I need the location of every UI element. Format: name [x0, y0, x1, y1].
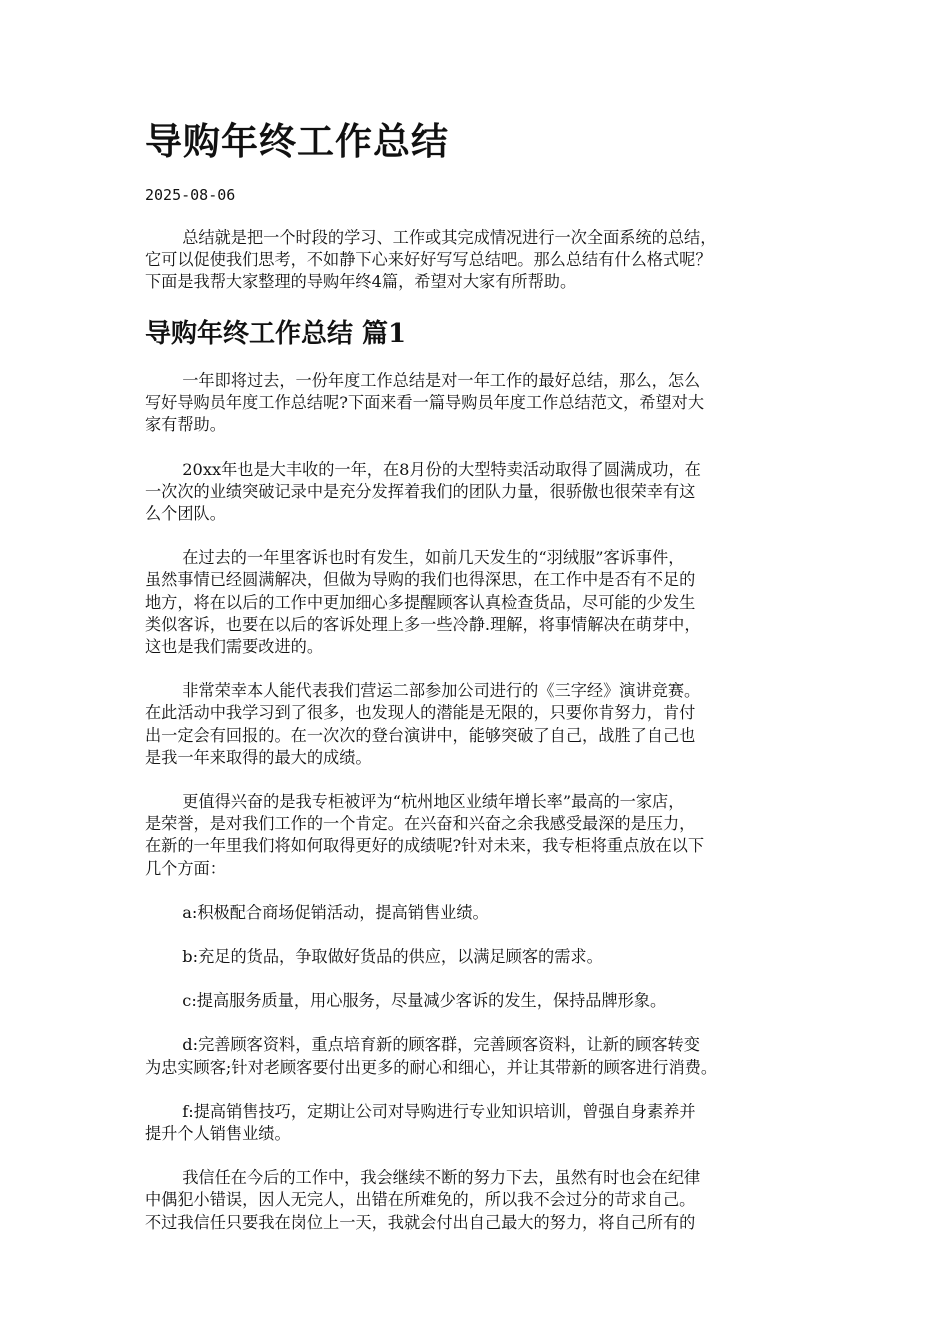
- paragraph-line: 家有帮助。: [145, 415, 226, 435]
- page-title: 导购年终工作总结: [145, 119, 449, 163]
- section-heading: 导购年终工作总结 篇1: [145, 319, 407, 349]
- body-paragraph: [145, 547, 825, 658]
- section-body: [145, 370, 825, 1256]
- paragraph-line: 一次次的业绩突破记录中是充分发挥着我们的团队力量，很骄傲也很荣幸有这: [145, 481, 696, 501]
- body-paragraph: [145, 370, 825, 437]
- body-paragraph: [145, 1167, 825, 1234]
- paragraph-line: f:提高销售技巧，定期让公司对导购进行专业知识培训，曾强自身素养并: [182, 1101, 696, 1121]
- paragraph-line: 这也是我们需要改进的。: [145, 637, 324, 657]
- paragraph-line: 在此活动中我学习到了很多，也发现人的潜能是无限的，只要你肯努力，肯付: [145, 703, 696, 723]
- paragraph-line: b:充足的货品，争取做好货品的供应，以满足顾客的需求。: [182, 947, 603, 967]
- paragraph-line: 一年即将过去，一份年度工作总结是对一年工作的最好总结，那么，怎么: [182, 371, 701, 390]
- paragraph-line: 20xx年也是大丰收的一年，在8月份的大型特卖活动取得了圆满成功，在: [182, 459, 701, 479]
- paragraph-line: 不过我信任只要我在岗位上一天，我就会付出自己最大的努力，将自己所有的: [145, 1212, 696, 1232]
- publish-date: 2025-08-06: [145, 186, 236, 204]
- paragraph-line: 写好导购员年度工作总结呢?下面来看一篇导购员年度工作总结范文，希望对大: [145, 393, 705, 413]
- paragraph-line: 我信任在今后的工作中，我会继续不断的努力下去，虽然有时也会在纪律: [182, 1168, 701, 1188]
- paragraph-line: 中偶犯小错误，因人无完人，出错在所难免的，所以我不会过分的苛求自己。: [145, 1190, 696, 1210]
- paragraph-line: a:积极配合商场促销活动，提高销售业绩。: [182, 902, 489, 922]
- paragraph-line: 几个方面：: [145, 858, 226, 878]
- body-paragraph: [145, 946, 825, 968]
- paragraph-line: 更值得兴奋的是我专柜被评为“杭州地区业绩年增长率”最高的一家店，: [182, 792, 685, 812]
- paragraph-line: 在新的一年里我们将如何取得更好的成绩呢?针对未来，我专柜将重点放在以下: [145, 836, 705, 856]
- body-paragraph: [145, 791, 825, 880]
- paragraph-line: 出一定会有回报的。在一次次的登台演讲中，能够突破了自己，战胜了自己也: [145, 725, 696, 745]
- paragraph-line: 是我一年来取得的最大的成绩。: [145, 747, 372, 767]
- body-paragraph: [145, 1101, 825, 1145]
- paragraph-line: 是荣誉，是对我们工作的一个肯定。在兴奋和兴奋之余我感受最深的是压力，: [145, 814, 696, 834]
- intro-line: 它可以促使我们思考，不如静下心来好好写写总结吧。那么总结有什么格式呢？: [145, 250, 712, 270]
- intro-line: 总结就是把一个时段的学习、工作或其完成情况进行一次全面系统的总结，: [182, 228, 717, 247]
- body-paragraph: [145, 990, 825, 1012]
- paragraph-line: 类似客诉，也要在以后的客诉处理上多一些冷静.理解，将事情解决在萌芽中，: [145, 614, 701, 634]
- paragraph-line: 在过去的一年里客诉也时有发生，如前几天发生的“羽绒服”客诉事件，: [182, 548, 685, 568]
- paragraph-line: 提升个人销售业绩。: [145, 1124, 291, 1144]
- intro-paragraph: [145, 227, 825, 316]
- intro-line: 下面是我帮大家整理的导购年终4篇，希望对大家有所帮助。: [145, 272, 577, 292]
- paragraph-line: 么个团队。: [145, 504, 226, 524]
- body-paragraph: [145, 1034, 825, 1078]
- paragraph-line: c:提高服务质量，用心服务，尽量减少客诉的发生，保持品牌形象。: [182, 991, 667, 1011]
- body-paragraph: [145, 459, 825, 526]
- body-paragraph: [145, 902, 825, 924]
- body-paragraph: [145, 680, 825, 769]
- intro-text: [145, 227, 825, 294]
- paragraph-line: 非常荣幸本人能代表我们营运二部参加公司进行的《三字经》演讲竞赛。: [182, 681, 701, 701]
- paragraph-line: 地方，将在以后的工作中更加细心多提醒顾客认真检查货品，尽可能的少发生: [145, 592, 696, 612]
- paragraph-line: d:完善顾客资料，重点培育新的顾客群，完善顾客资料，让新的顾客转变: [182, 1035, 700, 1055]
- paragraph-line: 为忠实顾客;针对老顾客要付出更多的耐心和细心，并让其带新的顾客进行消费。: [145, 1057, 718, 1077]
- paragraph-line: 虽然事情已经圆满解决，但做为导购的我们也得深思，在工作中是否有不足的: [145, 570, 696, 590]
